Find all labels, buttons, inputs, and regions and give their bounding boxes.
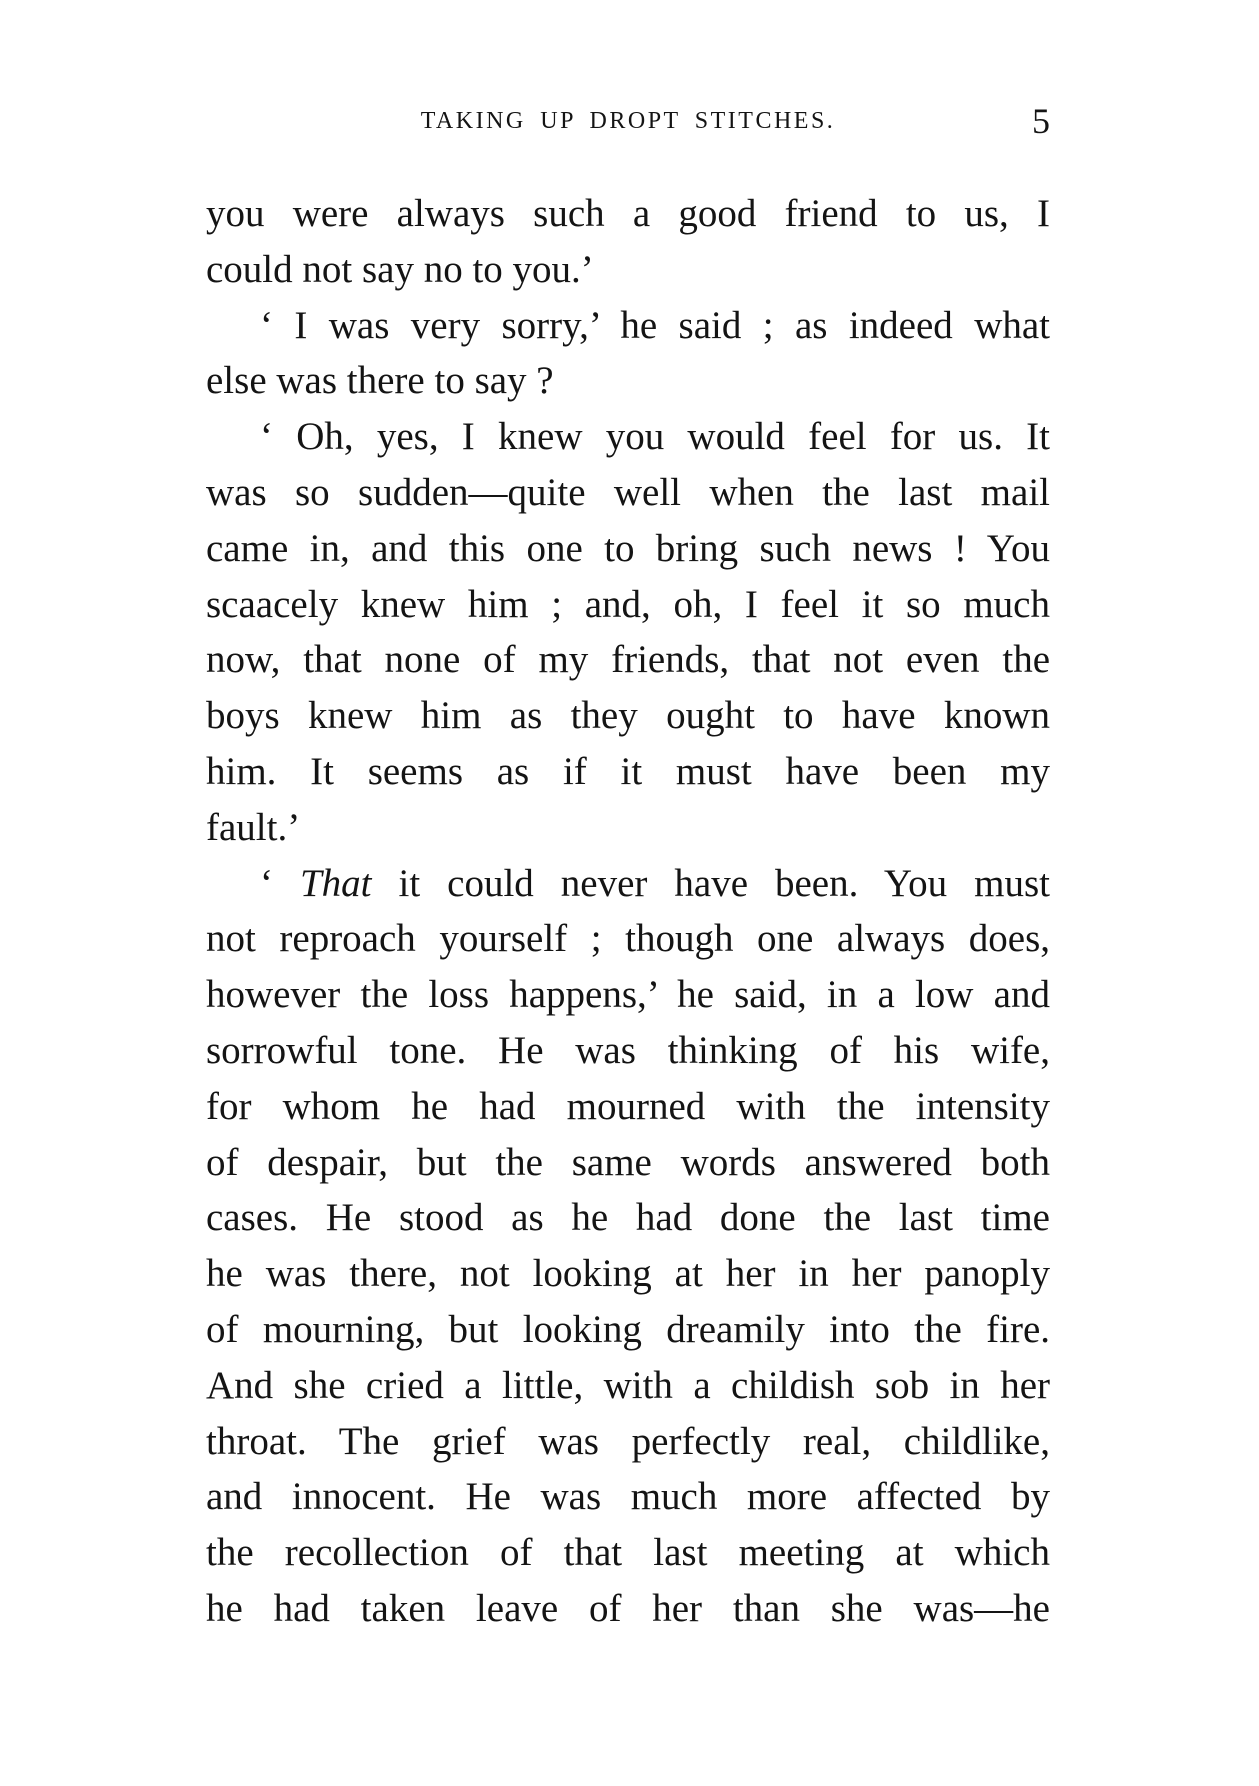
line-rest: it could never have been. You must <box>371 861 1050 905</box>
text-line: throat. The grief was perfectly real, childlike, <box>206 1419 1050 1463</box>
text-line-with-italic <box>206 856 1050 912</box>
text-line: fault.’ <box>206 805 301 849</box>
text-line: cases. He stood as he had done the last time <box>206 1196 1050 1240</box>
italic-word: That <box>299 861 372 905</box>
text-line: for whom he had mourned with the intensity <box>206 1084 1050 1128</box>
text-line: you were always such a good friend to us, I <box>206 192 1050 235</box>
body-text <box>206 186 1050 1637</box>
text-line: he was there, not looking at her in her panoply <box>206 1252 1050 1296</box>
open-quote: ‘ <box>260 861 300 905</box>
text-line: could not say no to you.’ <box>206 247 594 291</box>
text-line: was so sudden—quite well when the last mail <box>206 470 1050 514</box>
running-header <box>206 100 1050 150</box>
text-line: scaacely knew him ; and, oh, I feel it so much <box>206 582 1050 626</box>
page-number: 5 <box>1032 101 1050 141</box>
text-line: not reproach yourself ; though one always does, <box>206 917 1050 961</box>
text-line: him. It seems as if it must have been my <box>206 749 1050 793</box>
text-line: sorrowful tone. He was thinking of his wife, <box>206 1028 1050 1072</box>
text-line: of despair, but the same words answered both <box>206 1140 1050 1184</box>
text-line: else was there to say ? <box>206 359 554 403</box>
text-line: came in, and this one to bring such news ! You <box>206 526 1050 570</box>
text-line: And she cried a little, with a childish sob in her <box>206 1363 1050 1407</box>
text-line: ‘ Oh, yes, I knew you would feel for us. It <box>260 415 1050 459</box>
text-line: the recollection of that last meeting at which <box>206 1531 1050 1575</box>
text-line: however the loss happens,’ he said, in a low and <box>206 973 1050 1017</box>
text-line: of mourning, but looking dreamily into the fire. <box>206 1307 1050 1351</box>
text-line: boys knew him as they ought to have known <box>206 694 1050 738</box>
text-line: now, that none of my friends, that not even the <box>206 638 1050 682</box>
text-line: ‘ I was very sorry,’ he said ; as indeed what <box>260 303 1050 347</box>
text-line: and innocent. He was much more affected by <box>206 1475 1050 1519</box>
text-line: he had taken leave of her than she was—he <box>206 1586 1050 1630</box>
running-title: TAKING UP DROPT STITCHES. <box>420 108 836 134</box>
